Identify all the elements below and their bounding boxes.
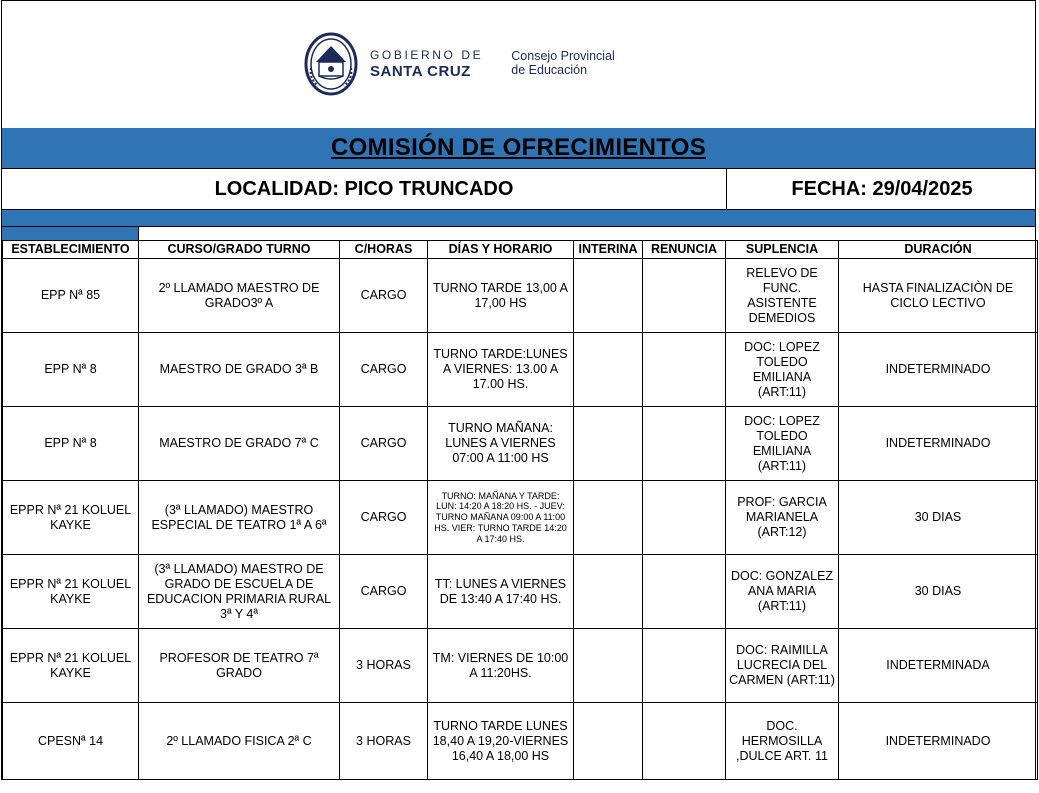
document-sheet (1, 0, 1036, 780)
column-header: DÍAS Y HORARIO (428, 241, 574, 259)
cell-suplencia: DOC: GONZALEZ ANA MARIA (ART:11) (726, 555, 839, 629)
cell-renuncia (643, 407, 726, 481)
cell-duracion: INDETERMINADA (839, 629, 1038, 703)
cell-horas: CARGO (340, 333, 428, 407)
location-date-row (2, 169, 1035, 210)
cell-duracion: INDETERMINADO (839, 703, 1038, 780)
cell-duracion: 30 DIAS (839, 555, 1038, 629)
province-label: SANTA CRUZ (370, 63, 471, 80)
government-label: GOBIERNO DE (370, 48, 484, 62)
cell-horario: TURNO TARDE LUNES 18,40 A 19,20-VIERNES 16,40 A 18,00 HS (428, 703, 574, 780)
cell-horario: TURNO TARDE 13,00 A 17,00 HS (428, 259, 574, 333)
cell-suplencia: DOC. HERMOSILLA ,DULCE ART. 11 (726, 703, 839, 780)
cell-curso: (3ª LLAMADO) MAESTRO DE GRADO DE ESCUELA DE EDUCACION PRIMARIA RURAL 3ª Y 4ª (139, 555, 340, 629)
cell-suplencia: RELEVO DE FUNC. ASISTENTE DEMEDIOS (726, 259, 839, 333)
cell-curso: MAESTRO DE GRADO 7ª C (139, 407, 340, 481)
column-header: RENUNCIA (643, 241, 726, 259)
document-header (2, 1, 1035, 129)
government-logo (304, 32, 615, 96)
cell-renuncia (643, 333, 726, 407)
cell-establecimiento: EPPR Nª 21 KOLUEL KAYKE (3, 555, 139, 629)
cell-curso: PROFESOR DE TEATRO 7ª GRADO (139, 629, 340, 703)
column-header: SUPLENCIA (726, 241, 839, 259)
cell-renuncia (643, 481, 726, 555)
cell-horario: TURNO MAÑANA: LUNES A VIERNES 07:00 A 11:00 HS (428, 407, 574, 481)
table-row (3, 703, 1038, 780)
cell-interina (574, 333, 643, 407)
cell-horario: TM: VIERNES DE 10:00 A 11:20HS. (428, 629, 574, 703)
table-header-row (3, 241, 1038, 259)
document-title: COMISIÓN DE OFRECIMIENTOS (330, 134, 707, 161)
date-label: FECHA: 29/04/2025 (791, 177, 973, 200)
cell-curso: (3ª LLAMADO) MAESTRO ESPECIAL DE TEATRO 1ª A 6ª (139, 481, 340, 555)
table-row (3, 333, 1038, 407)
cell-establecimiento: EPP Nª 8 (3, 333, 139, 407)
cell-duracion: INDETERMINADO (839, 407, 1038, 481)
separator-bar (2, 210, 1035, 227)
cell-suplencia: DOC: RAIMILLA LUCRECIA DEL CARMEN (ART:11) (726, 629, 839, 703)
cell-curso: 2º LLAMADO MAESTRO DE GRADO3º A (139, 259, 340, 333)
cell-renuncia (643, 555, 726, 629)
separator-bar-small (2, 227, 139, 240)
cell-horario: TURNO: MAÑANA Y TARDE: LUN: 14:20 A 18:20 HS. - JUEV: TURNO MAÑANA 09:00 A 11:00 HS. VIER: TURNO TARDE 14:20 A 17:40 HS. (428, 481, 574, 555)
cell-curso: 2º LLAMADO FISICA 2ª C (139, 703, 340, 780)
cell-horario: TURNO TARDE:LUNES A VIERNES: 13.00 A 17.00 HS. (428, 333, 574, 407)
council-line-1: Consejo Provincial (511, 49, 615, 64)
column-header: ESTABLECIMIENTO (3, 241, 139, 259)
column-header: DURACIÓN (839, 241, 1038, 259)
santa-cruz-seal-icon (304, 32, 358, 96)
government-wordmark (370, 49, 483, 79)
cell-horario: TT: LUNES A VIERNES DE 13:40 A 17:40 HS. (428, 555, 574, 629)
cell-suplencia: DOC: LOPEZ TOLEDO EMILIANA (ART:11) (726, 333, 839, 407)
cell-renuncia (643, 629, 726, 703)
cell-establecimiento: EPPR Nª 21 KOLUEL KAYKE (3, 481, 139, 555)
cell-establecimiento: EPP Nª 8 (3, 407, 139, 481)
table-row (3, 555, 1038, 629)
cell-establecimiento: EPPR Nª 21 KOLUEL KAYKE (3, 629, 139, 703)
cell-curso: MAESTRO DE GRADO 3ª B (139, 333, 340, 407)
cell-renuncia (643, 703, 726, 780)
cell-horas: CARGO (340, 259, 428, 333)
cell-interina (574, 259, 643, 333)
cell-interina (574, 481, 643, 555)
cell-interina (574, 703, 643, 780)
cell-duracion: HASTA FINALIZACIÒN DE CICLO LECTIVO (839, 259, 1038, 333)
cell-horas: CARGO (340, 555, 428, 629)
cell-suplencia: DOC: LOPEZ TOLEDO EMILIANA (ART:11) (726, 407, 839, 481)
table-row (3, 481, 1038, 555)
cell-establecimiento: CPESNª 14 (3, 703, 139, 780)
column-header: CURSO/GRADO TURNO (139, 241, 340, 259)
cell-interina (574, 629, 643, 703)
cell-renuncia (643, 259, 726, 333)
cell-interina (574, 555, 643, 629)
offers-table (2, 240, 1038, 780)
locality-label: LOCALIDAD: PICO TRUNCADO (2, 169, 727, 209)
title-bar (2, 128, 1035, 169)
cell-suplencia: PROF: GARCIA MARIANELA (ART:12) (726, 481, 839, 555)
cell-horas: 3 HORAS (340, 703, 428, 780)
cell-establecimiento: EPP Nª 85 (3, 259, 139, 333)
cell-horas: 3 HORAS (340, 629, 428, 703)
cell-duracion: INDETERMINADO (839, 333, 1038, 407)
cell-interina (574, 407, 643, 481)
council-wordmark (511, 50, 615, 78)
column-header: C/HORAS (340, 241, 428, 259)
cell-horas: CARGO (340, 481, 428, 555)
table-row (3, 259, 1038, 333)
table-row (3, 407, 1038, 481)
cell-duracion: 30 DIAS (839, 481, 1038, 555)
cell-horas: CARGO (340, 407, 428, 481)
council-line-2: de Educación (511, 63, 588, 77)
column-header: INTERINA (574, 241, 643, 259)
table-row (3, 629, 1038, 703)
